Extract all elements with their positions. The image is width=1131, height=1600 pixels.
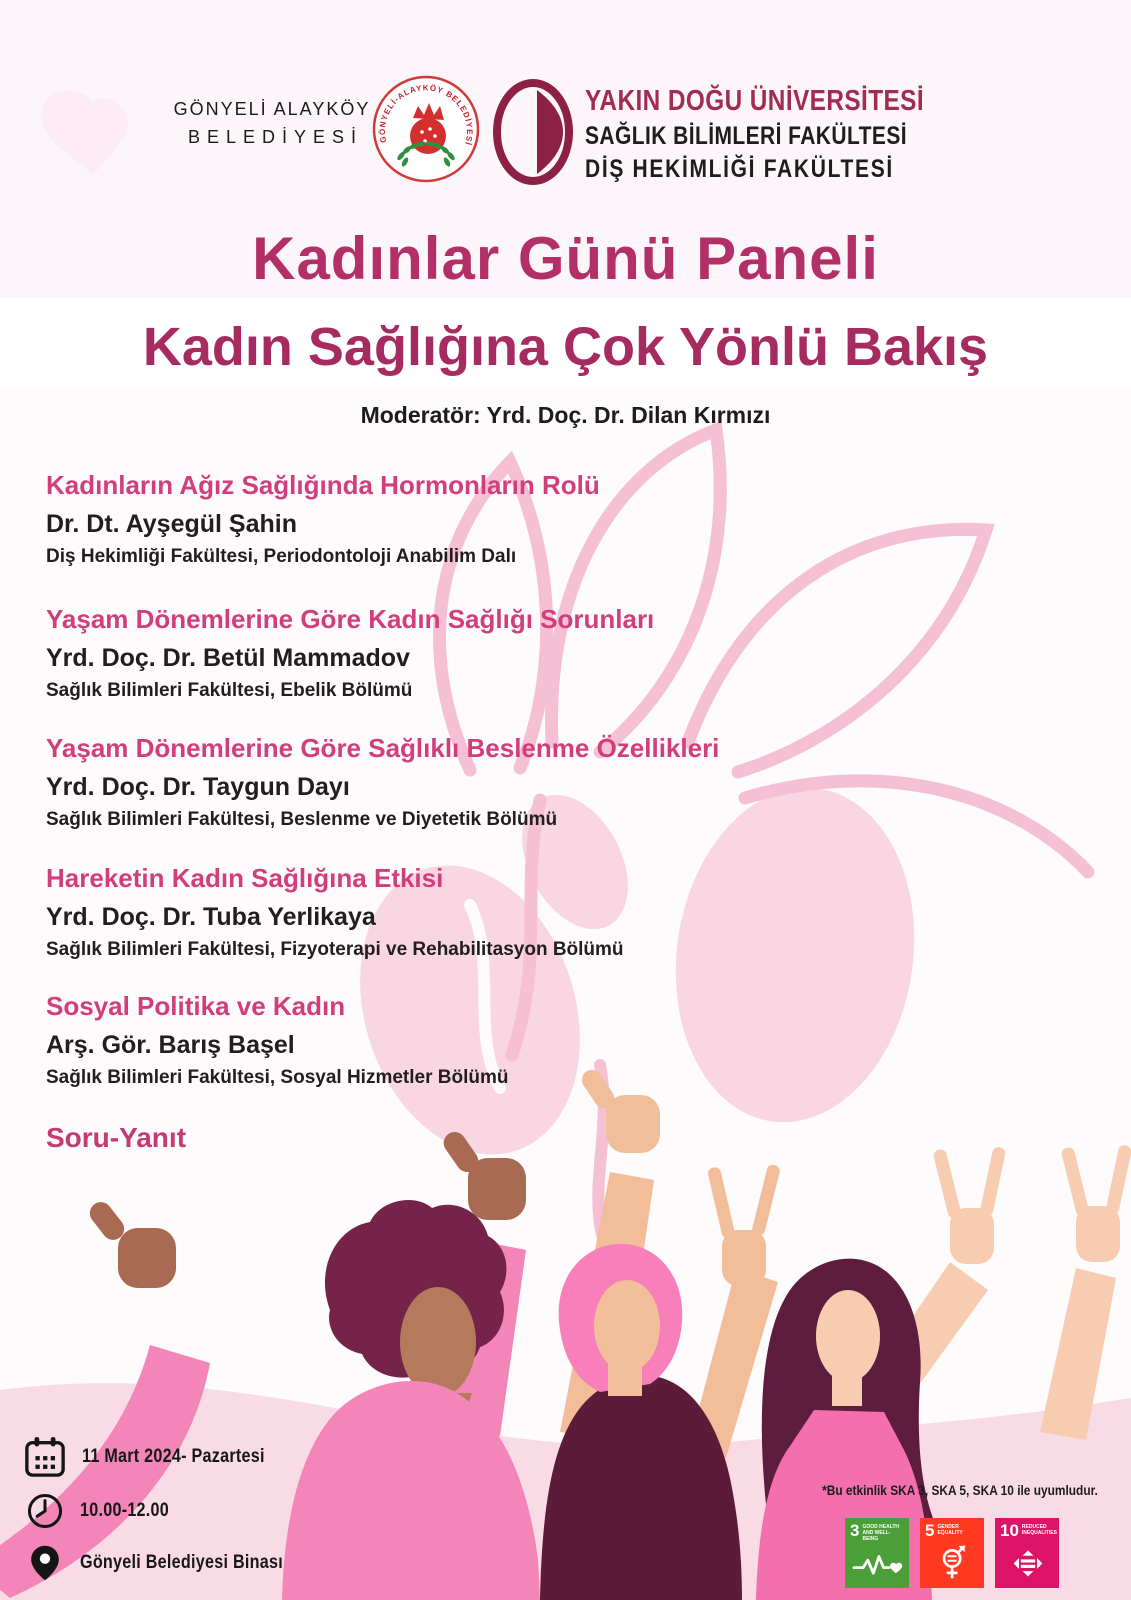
moderator-line: Moderatör: Yrd. Doç. Dr. Dilan Kırmızı bbox=[360, 402, 771, 428]
gender-equality-icon bbox=[935, 1544, 971, 1582]
university-logo bbox=[492, 78, 574, 186]
event-time-row bbox=[26, 1492, 185, 1530]
session-speaker: Yrd. Doç. Dr. Taygun Dayı bbox=[46, 773, 350, 801]
session-title: Hareketin Kadın Sağlığına Etkisi bbox=[46, 863, 444, 893]
session-title: Yaşam Dönemlerine Göre Kadın Sağlığı Sorunları bbox=[46, 604, 655, 634]
sdg-5-gender-equality-icon bbox=[920, 1518, 984, 1588]
location-pin-icon bbox=[26, 1544, 64, 1582]
municipality-seal-logo bbox=[371, 74, 481, 184]
event-date: 11 Mart 2024- Pazartesi bbox=[82, 1446, 265, 1467]
municipality-name bbox=[173, 99, 371, 148]
left-woman-figure bbox=[282, 1128, 540, 1600]
session-title: Kadınların Ağız Sağlığında Hormonların Rolü bbox=[46, 470, 600, 500]
sdg-number: 5 bbox=[925, 1521, 935, 1540]
session-affiliation: Sağlık Bilimleri Fakültesi, Ebelik Bölümü bbox=[46, 680, 413, 701]
session-item bbox=[46, 991, 866, 1089]
session-speaker: Yrd. Doç. Dr. Betül Mammadov bbox=[46, 644, 410, 672]
session-speaker: Arş. Gör. Barış Başel bbox=[46, 1031, 295, 1059]
session-item bbox=[46, 733, 866, 831]
university-name: YAKIN DOĞU ÜNİVERSİTESİ bbox=[585, 85, 925, 117]
session-item bbox=[46, 604, 866, 702]
sdg-label: REDUCED INEQUALITIES bbox=[1021, 1524, 1057, 1536]
sdg-number: 3 bbox=[850, 1521, 860, 1540]
event-location: Gönyeli Belediyesi Binası bbox=[80, 1552, 283, 1573]
session-speaker: Yrd. Doç. Dr. Tuba Yerlikaya bbox=[46, 903, 376, 931]
event-time: 10.00-12.00 bbox=[80, 1500, 170, 1521]
poster-title: Kadınlar Günü Paneli bbox=[252, 225, 879, 292]
sdg-3-good-health-icon bbox=[845, 1518, 909, 1588]
calendar-icon bbox=[24, 1436, 66, 1478]
session-speaker: Dr. Dt. Ayşegül Şahin bbox=[46, 510, 297, 538]
sdg-note: *Bu etkinlik SKA 3, SKA 5, SKA 10 ile uyumludur. bbox=[822, 1482, 1098, 1498]
sdg-10-reduced-inequalities-icon bbox=[995, 1518, 1059, 1588]
heartbeat-icon bbox=[852, 1548, 904, 1578]
municipality-name-line2: BELEDİYESİ bbox=[187, 127, 364, 147]
event-date-row bbox=[24, 1436, 297, 1478]
clock-icon bbox=[26, 1492, 64, 1530]
sdg-label: GOOD HEALTH AND WELL-BEING bbox=[862, 1524, 900, 1542]
university-faculty-1: SAĞLIK BİLİMLERİ FAKÜLTESİ bbox=[585, 122, 908, 150]
session-affiliation: Sağlık Bilimleri Fakültesi, Fizyoterapi ve Rehabilitasyon Bölümü bbox=[46, 939, 624, 960]
session-affiliation: Sağlık Bilimleri Fakültesi, Beslenme ve Diyetetik Bölümü bbox=[46, 809, 558, 830]
session-title: Sosyal Politika ve Kadın bbox=[46, 991, 346, 1021]
seal-curved-text: GÖNYELİ-ALAYKÖY BELEDİYESİ bbox=[377, 83, 475, 147]
qa-label: Soru-Yanıt bbox=[46, 1122, 187, 1153]
session-item bbox=[46, 863, 866, 961]
session-affiliation: Diş Hekimliği Fakültesi, Periodontoloji Anabilim Dalı bbox=[46, 546, 517, 567]
university-faculty-2: DİŞ HEKİMLİĞİ FAKÜLTESİ bbox=[585, 155, 894, 183]
municipality-name-line1: GÖNYELİ ALAYKÖY bbox=[173, 99, 371, 119]
sdg-label: GENDER EQUALITY bbox=[937, 1524, 963, 1536]
university-name-block bbox=[585, 85, 924, 184]
session-title: Yaşam Dönemlerine Göre Sağlıklı Beslenme Özellikleri bbox=[46, 733, 720, 763]
heart-watermark bbox=[41, 90, 127, 175]
session-affiliation: Sağlık Bilimleri Fakültesi, Sosyal Hizmetler Bölümü bbox=[46, 1067, 509, 1088]
poster-subtitle: Kadın Sağlığına Çok Yönlü Bakış bbox=[142, 317, 989, 377]
equality-arrows-icon bbox=[1010, 1545, 1046, 1581]
event-location-row bbox=[26, 1544, 319, 1582]
sdg-icons-row bbox=[845, 1518, 1059, 1588]
session-item bbox=[46, 470, 866, 568]
sdg-number: 10 bbox=[1000, 1521, 1019, 1540]
